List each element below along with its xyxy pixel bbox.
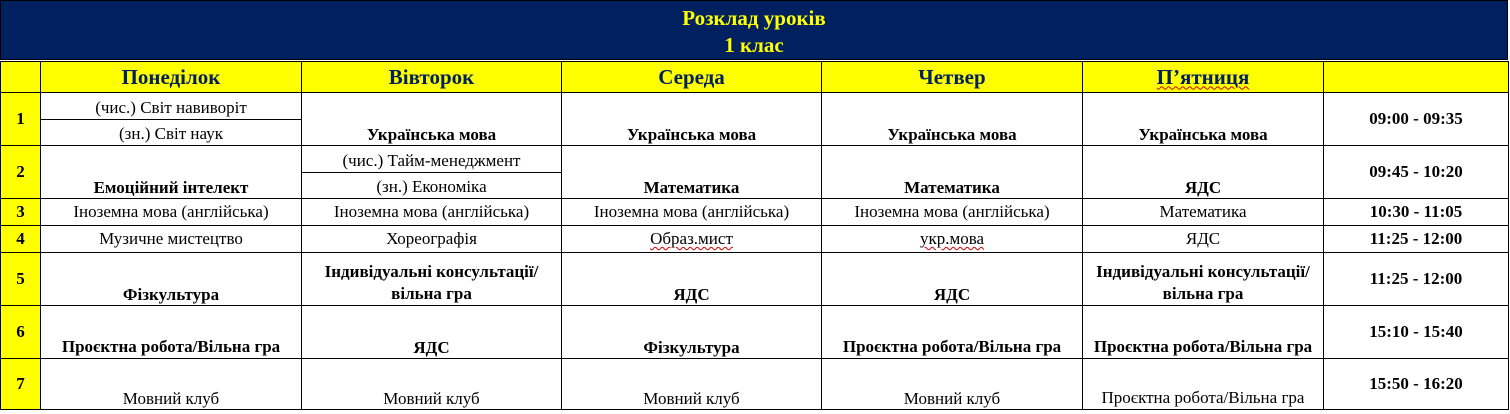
lesson-alt-bottom: (зн.) Економіка bbox=[376, 177, 487, 196]
lesson-cell: ЯДС bbox=[302, 306, 562, 359]
lesson-number: 3 bbox=[1, 199, 41, 226]
day-header-monday: Понеділок bbox=[41, 62, 302, 93]
lesson-number: 1 bbox=[1, 93, 41, 146]
schedule-title bbox=[0, 0, 1508, 60]
day-header-thursday: Четвер bbox=[822, 62, 1083, 93]
lesson-cell-split bbox=[41, 93, 302, 146]
lesson-number: 5 bbox=[1, 253, 41, 306]
lesson-label: укр.мова bbox=[919, 229, 985, 248]
lesson-cell: ЯДС bbox=[1083, 146, 1324, 199]
table-row bbox=[1, 146, 1509, 199]
lesson-time: 15:50 - 16:20 bbox=[1324, 359, 1509, 410]
lesson-number: 4 bbox=[1, 226, 41, 253]
day-header-friday-label: П’ятниця bbox=[1156, 64, 1250, 89]
lesson-cell: Індивідуальні консультації/вільна гра bbox=[302, 253, 562, 306]
lesson-cell: Проєктна робота/Вільна гра bbox=[41, 306, 302, 359]
lesson-cell-split bbox=[302, 146, 562, 199]
lesson-alt-top: (чис.) Тайм-менеджмент bbox=[302, 146, 561, 173]
lesson-cell: ЯДС bbox=[562, 253, 822, 306]
table-row bbox=[1, 93, 1509, 146]
lesson-cell: Іноземна мова (англійська) bbox=[302, 199, 562, 226]
lesson-cell: Українська мова bbox=[822, 93, 1083, 146]
lesson-cell: ЯДС bbox=[822, 253, 1083, 306]
lesson-time: 09:00 - 09:35 bbox=[1324, 93, 1509, 146]
lesson-time: 15:10 - 15:40 bbox=[1324, 306, 1509, 359]
lesson-number: 2 bbox=[1, 146, 41, 199]
table-row bbox=[1, 199, 1509, 226]
lesson-cell: Мовний клуб bbox=[822, 359, 1083, 410]
header-num-cell bbox=[1, 62, 41, 93]
day-header-friday bbox=[1083, 62, 1324, 93]
lesson-cell: Емоційний інтелект bbox=[41, 146, 302, 199]
lesson-cell: ЯДС bbox=[1083, 226, 1324, 253]
title-line-2: 1 клас bbox=[724, 33, 784, 57]
lesson-cell: Фізкультура bbox=[41, 253, 302, 306]
lesson-cell: Іноземна мова (англійська) bbox=[822, 199, 1083, 226]
lesson-cell: Українська мова bbox=[302, 93, 562, 146]
lesson-cell bbox=[562, 226, 822, 253]
table-row bbox=[1, 359, 1509, 410]
table-row bbox=[1, 306, 1509, 359]
lesson-cell: Проєктна робота/Вільна гра bbox=[1083, 306, 1324, 359]
lesson-cell: Музичне мистецтво bbox=[41, 226, 302, 253]
day-header-row bbox=[1, 62, 1509, 93]
lesson-cell: Іноземна мова (англійська) bbox=[562, 199, 822, 226]
table-row bbox=[1, 226, 1509, 253]
lesson-label: Образ.мист bbox=[650, 229, 733, 248]
lesson-time: 10:30 - 11:05 bbox=[1324, 199, 1509, 226]
title-line-1: Розклад уроків bbox=[682, 6, 826, 30]
lesson-number: 7 bbox=[1, 359, 41, 410]
header-time-cell bbox=[1324, 62, 1509, 93]
lesson-cell: Іноземна мова (англійська) bbox=[41, 199, 302, 226]
table-row bbox=[1, 253, 1509, 306]
lesson-cell: Математика bbox=[822, 146, 1083, 199]
lesson-cell: Індивідуальні консультації/вільна гра bbox=[1083, 253, 1324, 306]
day-header-wednesday: Середа bbox=[562, 62, 822, 93]
lesson-cell: Математика bbox=[562, 146, 822, 199]
schedule-table bbox=[0, 61, 1509, 410]
lesson-cell: Українська мова bbox=[1083, 93, 1324, 146]
lesson-cell: Мовний клуб bbox=[41, 359, 302, 410]
lesson-cell: Проєктна робота/Вільна гра bbox=[822, 306, 1083, 359]
lesson-alt-bottom: (зн.) Світ наук bbox=[119, 124, 223, 143]
lesson-time: 11:25 - 12:00 bbox=[1324, 226, 1509, 253]
lesson-cell: Проєктна робота/Вільна гра bbox=[1083, 359, 1324, 410]
lesson-cell: Математика bbox=[1083, 199, 1324, 226]
lesson-time: 11:25 - 12:00 bbox=[1324, 253, 1509, 306]
lesson-cell: Українська мова bbox=[562, 93, 822, 146]
day-header-tuesday: Вівторок bbox=[302, 62, 562, 93]
lesson-alt-top: (чис.) Світ навиворіт bbox=[41, 93, 301, 120]
lesson-cell: Фізкультура bbox=[562, 306, 822, 359]
lesson-cell: Мовний клуб bbox=[562, 359, 822, 410]
lesson-time: 09:45 - 10:20 bbox=[1324, 146, 1509, 199]
lesson-cell: Хореографія bbox=[302, 226, 562, 253]
lesson-cell bbox=[822, 226, 1083, 253]
lesson-number: 6 bbox=[1, 306, 41, 359]
lesson-cell: Мовний клуб bbox=[302, 359, 562, 410]
